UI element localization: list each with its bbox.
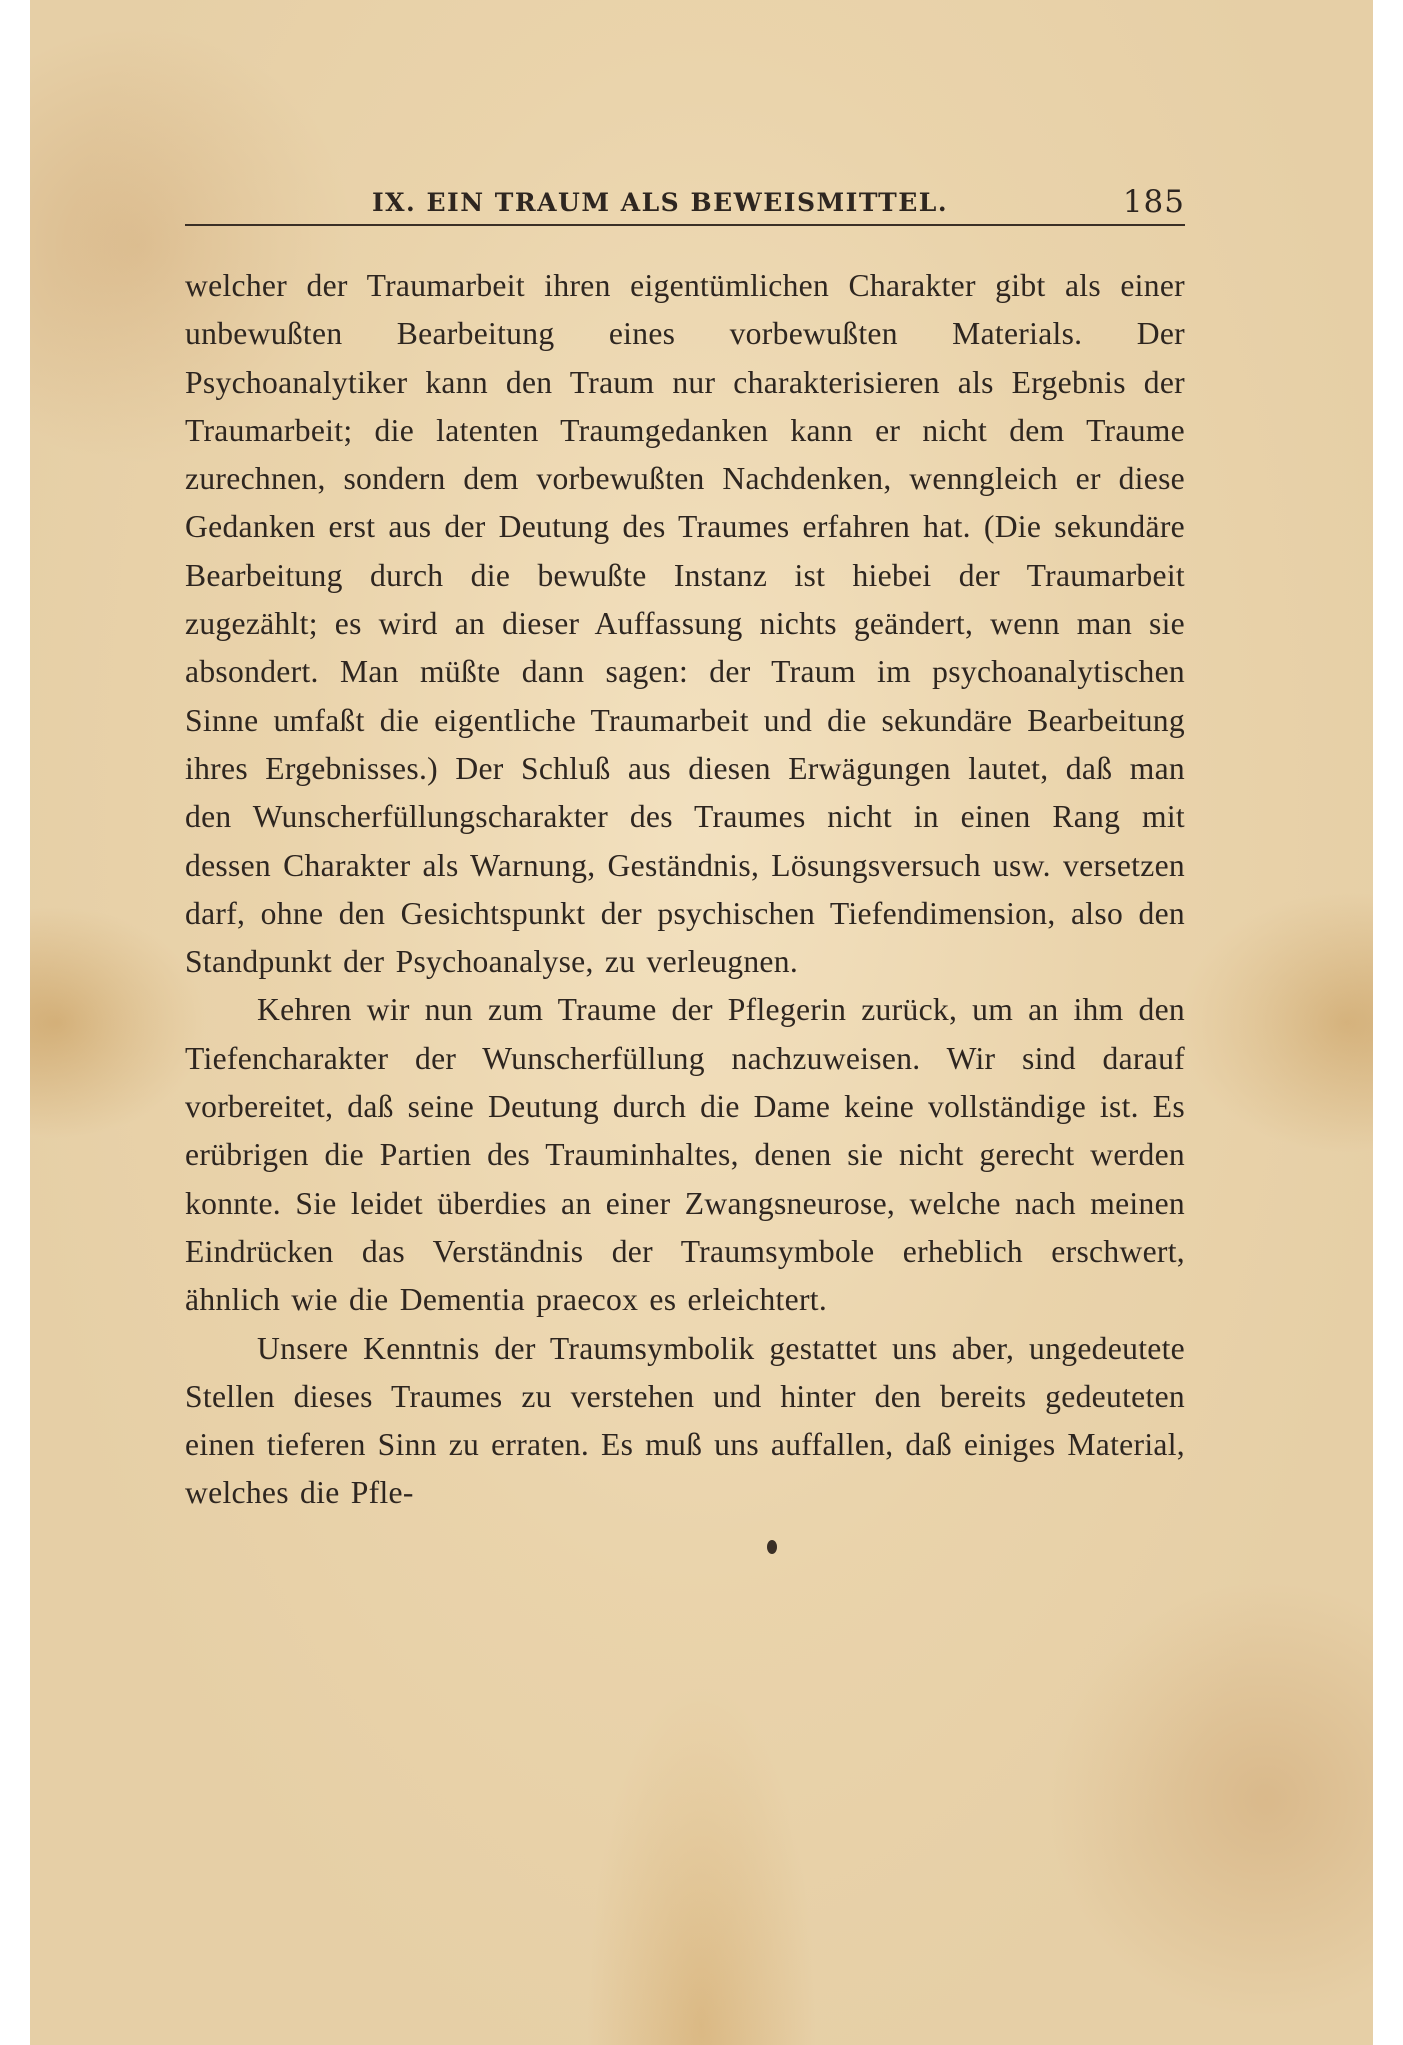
body-text	[185, 262, 1185, 1518]
page-number: 185	[1122, 184, 1185, 220]
ink-blot-mark	[767, 1540, 777, 1554]
page-header	[185, 180, 1185, 226]
paragraph-3: Unsere Kenntnis der Traumsymbolik gestattet uns aber, ungedeutete Stellen dieses Traumes zu verstehen und hinter den bereits gedeuteten einen tieferen Sinn zu erraten. Es muß uns auffallen, daß einiges Material, welches die Pfle-	[185, 1330, 1185, 1511]
paragraph-1: welcher der Traumarbeit ihren eigentümlichen Charakter gibt als einer unbewußten Bearbeitung eines vorbewußten Materials. Der Psychoanalytiker kann den Traum nur charakterisieren als Ergebnis der Traumarbeit; die latenten Traumgedanken kann er nicht dem Traume zurechnen, sondern dem vorbewußten Nachdenken, wenngleich er diese Gedanken erst aus der Deutung des Traumes erfahren hat. (Die sekundäre Bearbeitung durch die bewußte Instanz ist hiebei der Traumarbeit zugezählt; es wird an dieser Auffassung nichts geändert, wenn man sie absondert. Man müßte dann sagen: der Traum im psychoanalytischen Sinne umfaßt die eigentliche Traumarbeit und die sekundäre Bearbeitung ihres Ergebnisses.) Der Schluß aus diesen Erwägungen lautet, daß man den Wunscherfüllungscharakter des Traumes nicht in einen Rang mit dessen Charakter als Warnung, Geständnis, Lösungsversuch usw. versetzen darf, ohne den Gesichtspunkt der psychischen Tiefendimension, also den Standpunkt der Psychoanalyse, zu verleugnen.	[185, 268, 1185, 980]
paragraph-2: Kehren wir nun zum Traume der Pflegerin zurück, um an ihm den Tiefencharakter der Wunscherfüllung nachzuweisen. Wir sind darauf vorbereitet, daß seine Deutung durch die Dame keine vollständige ist. Es erübrigen die Partien des Trauminhaltes, denen sie nicht gerecht werden konnte. Sie leidet überdies an einer Zwangsneurose, welche nach meinen Eindrücken das Verständnis der Traumsymbole erheblich erschwert, ähnlich wie die Dementia praecox es erleichtert.	[185, 992, 1185, 1318]
running-title: IX. EIN TRAUM ALS BEWEISMITTEL.	[371, 188, 949, 217]
book-page	[30, 0, 1373, 2045]
